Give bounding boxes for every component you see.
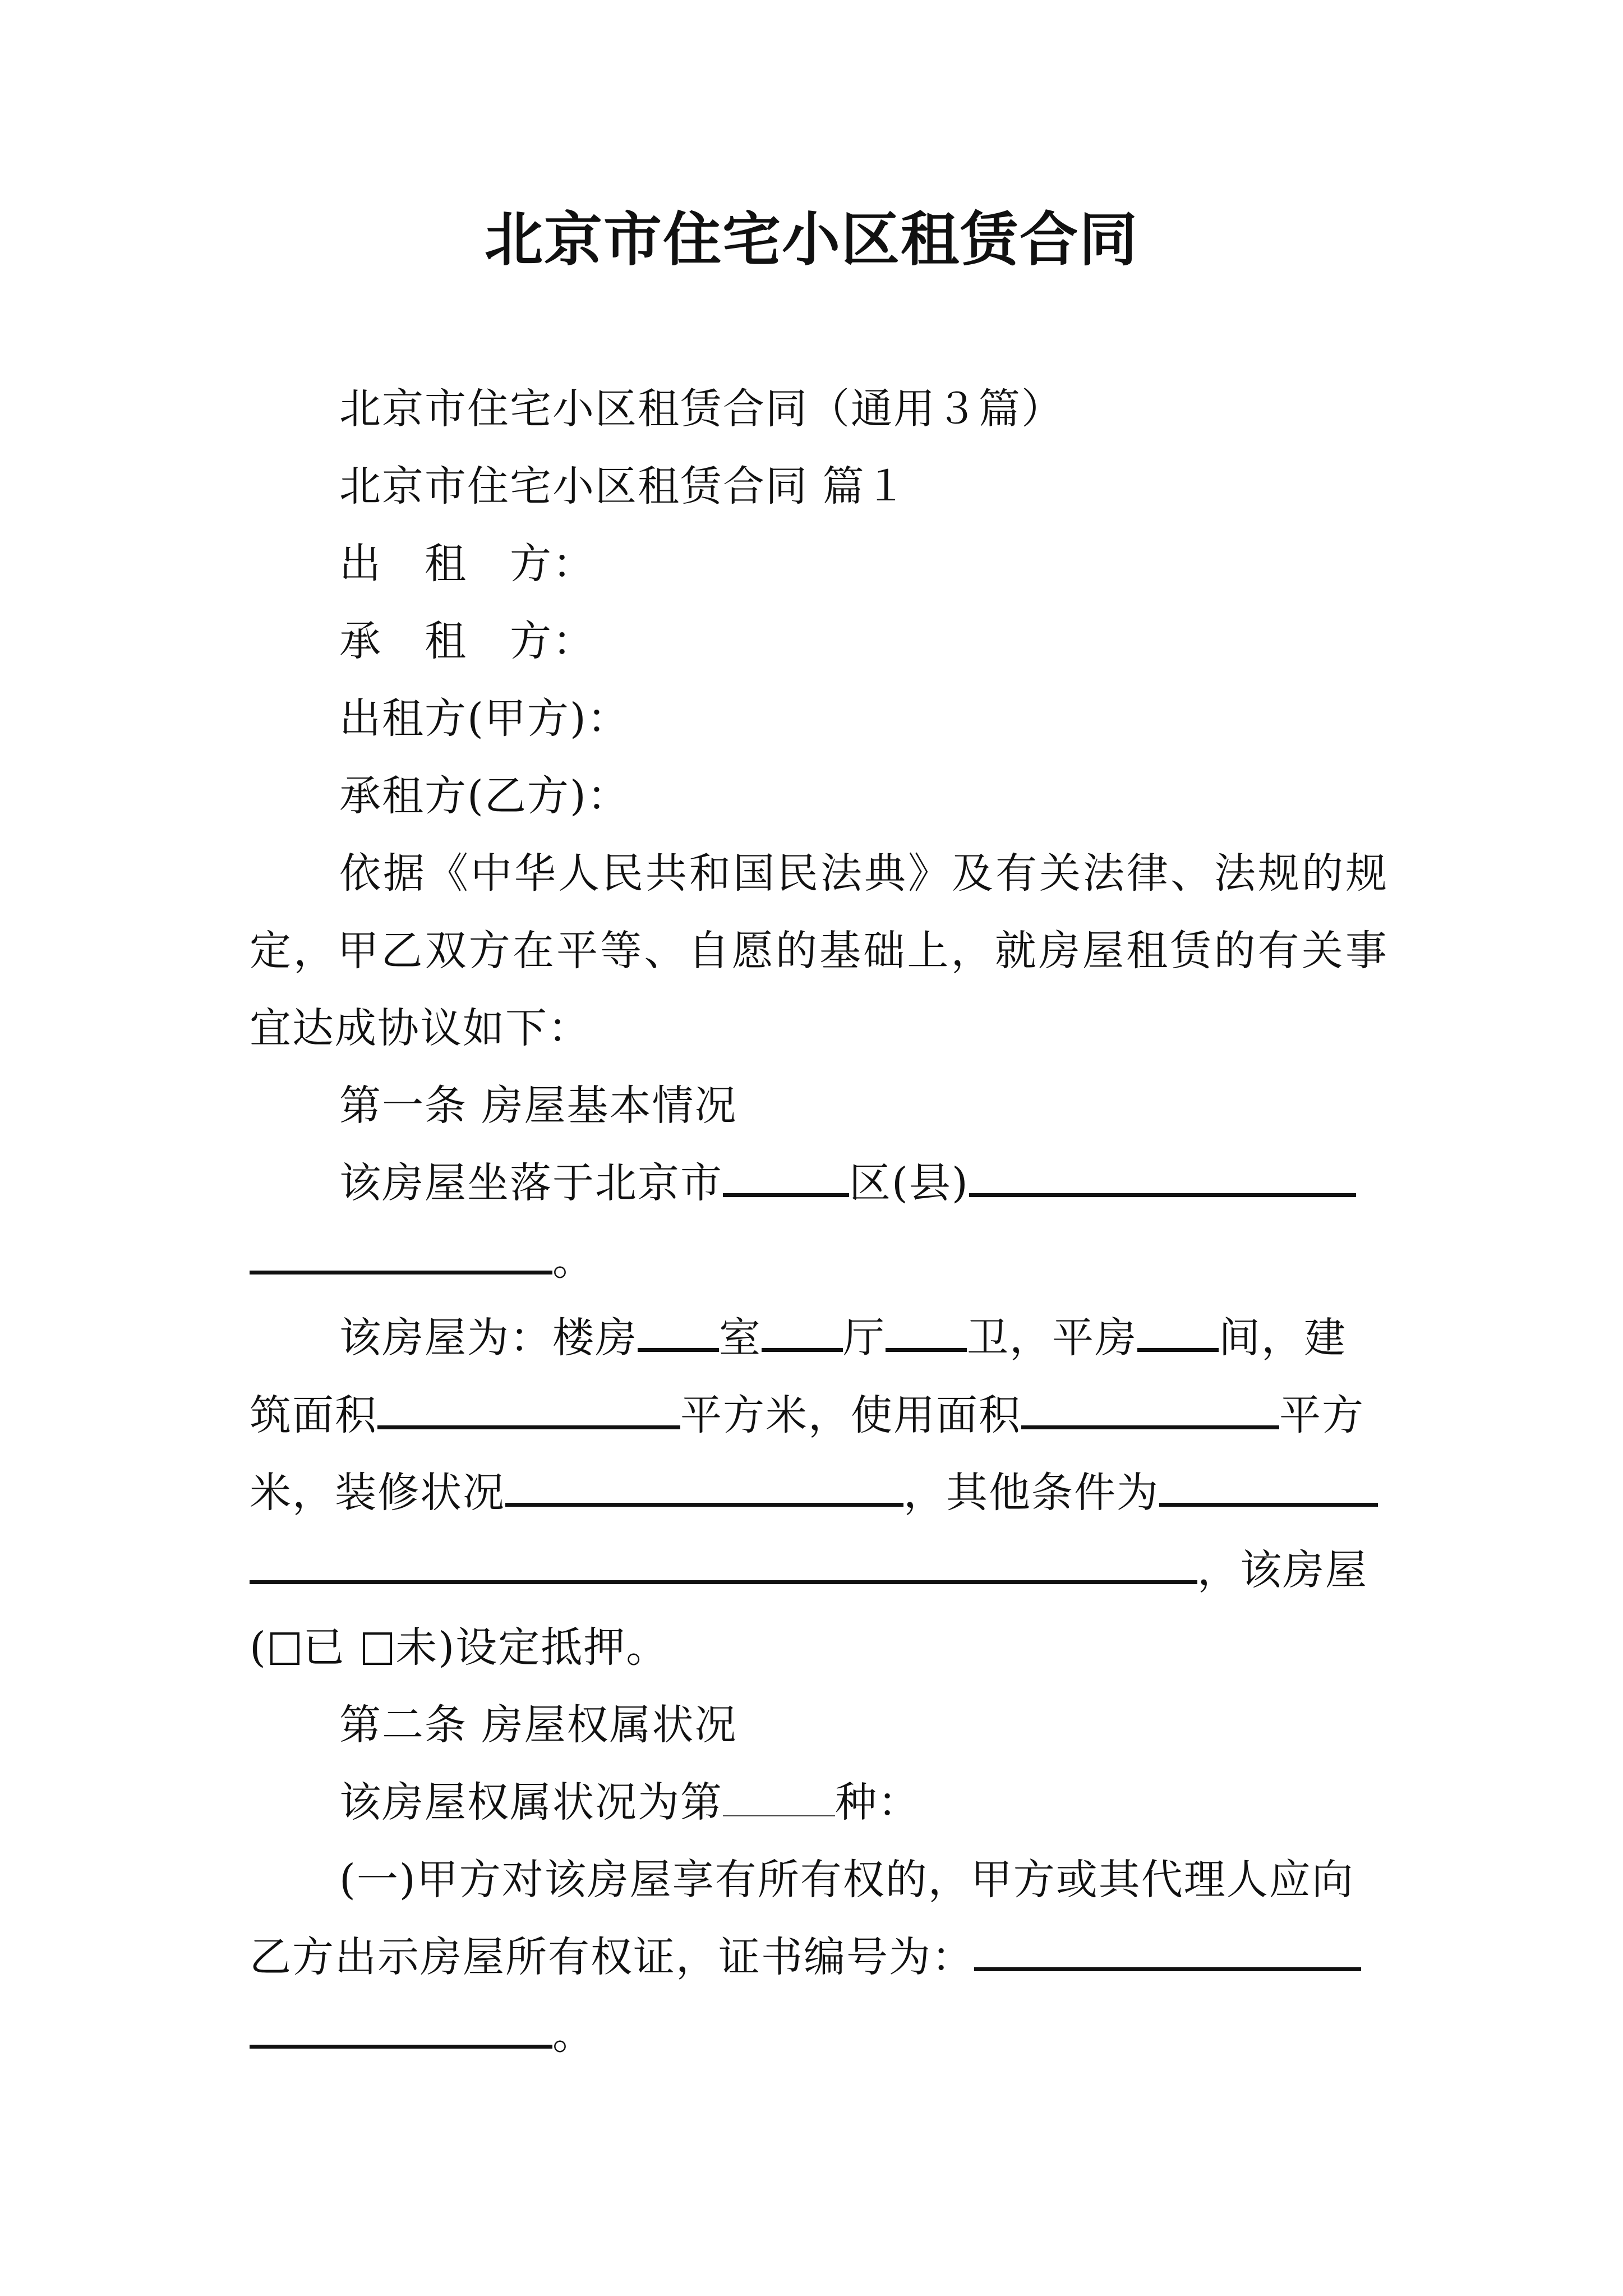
hall-label: 厅 bbox=[843, 1314, 886, 1362]
subtitle-line: 北京市住宅小区租赁合同（通用３篇） bbox=[339, 385, 1064, 433]
address-blank[interactable] bbox=[969, 1165, 1356, 1197]
period-mark-2: 。 bbox=[552, 2010, 595, 2059]
ownership-type-label: 该房屋权属状况为第 bbox=[339, 1778, 723, 1826]
other-conditions-blank-cont[interactable] bbox=[250, 1552, 1197, 1584]
district-blank[interactable] bbox=[723, 1165, 849, 1197]
certificate-number-blank-cont[interactable] bbox=[250, 2017, 552, 2049]
part-heading: 北京市住宅小区租赁合同 篇１ bbox=[339, 462, 908, 510]
other-conditions-label: ，其他条件为 bbox=[903, 1469, 1159, 1517]
clause-1-text: (一)甲方对该房屋享有所有权的，甲方或其代理人应向 bbox=[339, 1856, 1354, 1904]
party-b-line: 承租方(乙方)： bbox=[339, 772, 630, 820]
lessor-line: 出 租 方： bbox=[339, 540, 595, 588]
rooms-blank[interactable] bbox=[638, 1320, 719, 1352]
mortgaged-checkbox[interactable] bbox=[270, 1632, 299, 1665]
open-paren: ( bbox=[250, 1623, 267, 1672]
not-mortgaged-label: 未)设定抵押。 bbox=[395, 1623, 669, 1672]
article-2-heading: 第二条 房屋权属状况 bbox=[339, 1701, 737, 1749]
address-blank-line bbox=[250, 1222, 1388, 1299]
address-blank-cont[interactable] bbox=[250, 1243, 552, 1274]
mortgaged-label: 已 bbox=[302, 1623, 360, 1672]
bath-label: 卫，平房 bbox=[967, 1314, 1137, 1362]
decoration-label: 米，装修状况 bbox=[250, 1469, 505, 1517]
document-title: 北京市住宅小区租赁合同 bbox=[484, 205, 1138, 274]
period-mark: 。 bbox=[552, 1236, 595, 1285]
certificate-label: 乙方出示房屋所有权证，证书编号为： bbox=[250, 1933, 974, 1981]
sqm-label: 平方 bbox=[1279, 1391, 1364, 1439]
article-1-location bbox=[250, 1144, 1388, 1299]
not-mortgaged-checkbox[interactable] bbox=[363, 1632, 392, 1665]
other-conditions-blank[interactable] bbox=[1159, 1475, 1378, 1507]
lessee-line: 承 租 方： bbox=[339, 617, 595, 665]
house-label: ，该房屋 bbox=[1197, 1546, 1368, 1594]
building-label: 该房屋为：楼房 bbox=[339, 1314, 638, 1362]
article-2-clause-1 bbox=[250, 1841, 1388, 2073]
usable-area-label: 平方米，使用面积 bbox=[680, 1391, 1021, 1439]
preamble-paragraph: 依据《中华人民共和国民法典》及有关法律、法规的规定，甲乙双方在平等、自愿的基础上，就房屋租赁的有关事宜达成协议如下： bbox=[250, 849, 1388, 1052]
floor-area-label: 筑面积 bbox=[250, 1391, 377, 1439]
district-label: 区(县) bbox=[849, 1159, 969, 1207]
article-2-type bbox=[250, 1764, 1388, 1841]
usable-area-blank[interactable] bbox=[1021, 1397, 1279, 1429]
document-body bbox=[250, 370, 1388, 2073]
baths-blank[interactable] bbox=[886, 1320, 967, 1352]
halls-blank[interactable] bbox=[762, 1320, 843, 1352]
decoration-blank[interactable] bbox=[505, 1475, 903, 1507]
room-label: 室 bbox=[719, 1314, 762, 1362]
location-label: 该房屋坐落于北京市 bbox=[339, 1159, 723, 1207]
bungalow-blank[interactable] bbox=[1137, 1320, 1219, 1352]
article-1-heading: 第一条 房屋基本情况 bbox=[339, 1082, 737, 1130]
ownership-type-suffix: 种： bbox=[835, 1778, 920, 1826]
article-1-details bbox=[250, 1299, 1388, 1686]
party-a-line: 出租方(甲方)： bbox=[339, 694, 630, 743]
certificate-number-blank[interactable] bbox=[974, 1939, 1361, 1971]
ownership-type-blank[interactable] bbox=[723, 1787, 835, 1816]
floor-area-blank[interactable] bbox=[377, 1397, 680, 1429]
bungalow-label: 间，建 bbox=[1219, 1314, 1347, 1362]
